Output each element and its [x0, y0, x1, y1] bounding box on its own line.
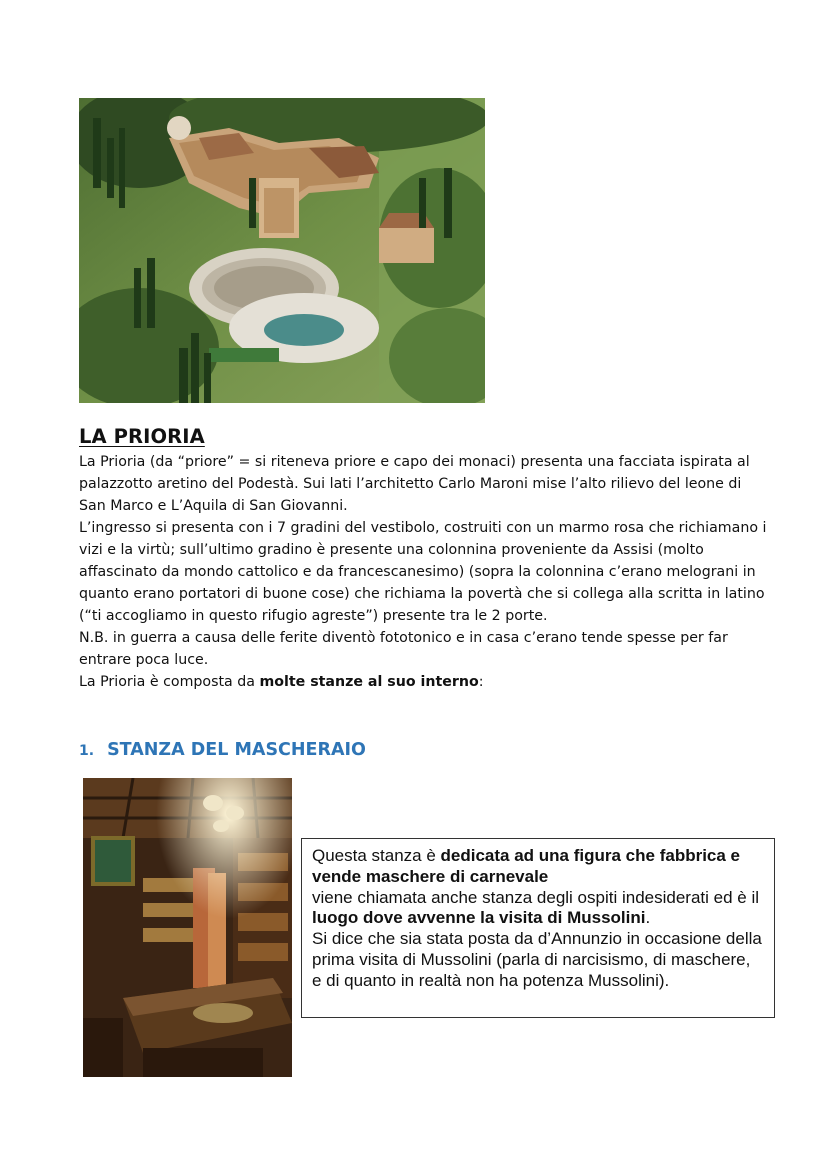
paragraph-rooms: La Prioria è composta da molte stanze al suo interno:	[79, 674, 484, 691]
section-heading	[79, 740, 366, 760]
paragraph-facade: La Prioria (da “priore” = si riteneva priore e capo dei monaci) presenta una facciata ispirata al palazzotto aretino del Podestà. Sui lati l’architetto Carlo Maroni mise l’alto rilievo del leone di San Marco e L’Aquila di San Giovanni.	[79, 454, 750, 515]
room-description-line3: Si dice che sia stata posta da d’Annunzio in occasione della prima visita di Mussolini (parla di narcisismo, di maschere, e di quanto in realtà non ha potenza Mussolini).	[312, 929, 762, 990]
photo-room-mascheraio-icon	[83, 778, 292, 1077]
paragraph-entrance: L’ingresso si presenta con i 7 gradini del vestibolo, costruiti con un marmo rosa che richiamano i vizi e la virtù; sull’ultimo gradino è presente una colonnina proveniente da Assisi (molto affascinato da mondo cattolico e da francescanesimo) (sopra la colonnina c’erano melograni in quanto erano portatori di buone cose) che richiama la povertà che si collega alla scritta in latino (“ti accogliamo in questo rifugio agreste”) presente tra le 2 porte.	[79, 520, 767, 625]
aerial-photo-vittoriale-icon	[79, 98, 485, 403]
page-title: LA PRIORIA	[79, 425, 205, 448]
room-info-box	[301, 838, 775, 1018]
priori-description	[79, 451, 769, 694]
section-number: 1.	[79, 743, 95, 759]
paragraph-note: N.B. in guerra a causa delle ferite diventò fototonico e in casa c’erano tende spesse per far entrare poca luce.	[79, 630, 728, 669]
section-title: STANZA DEL MASCHERAIO	[107, 740, 366, 760]
room-description-line2: viene chiamata anche stanza degli ospiti indesiderati ed è il luogo dove avvenne la visita di Mussolini.	[312, 887, 759, 928]
aerial-photo	[79, 98, 485, 403]
room-description-line1: Questa stanza è dedicata ad una figura che fabbrica e vende maschere di carnevale	[312, 846, 741, 886]
room-photo	[83, 778, 292, 1077]
